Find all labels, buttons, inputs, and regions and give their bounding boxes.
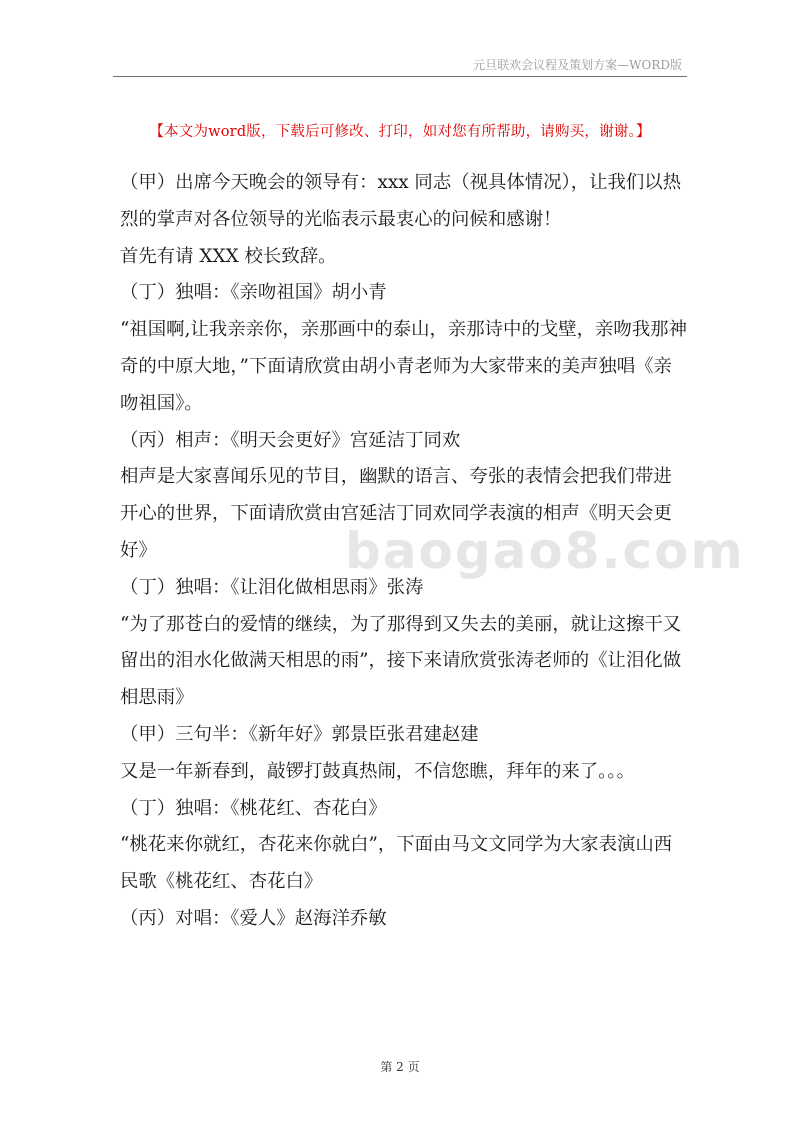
watermark: baogao8.com bbox=[345, 522, 745, 580]
page-number: 第 2 页 bbox=[380, 1060, 420, 1074]
paragraph: 又是一年新春到，敲锣打鼓真热闹，不信您瞧，拜年的来了。。。 bbox=[120, 760, 635, 782]
document-body bbox=[120, 165, 688, 938]
program-item-heading: （丁）独唱：《桃花红、杏花白》 bbox=[120, 797, 387, 819]
program-item-heading: （丙）相声：《明天会更好》宫延洁丁同欢 bbox=[120, 429, 461, 451]
program-item-heading: （丁）独唱：《让泪化做相思雨》张涛 bbox=[120, 576, 424, 598]
program-item-heading: （丁）独唱：《亲吻祖国》胡小青 bbox=[120, 282, 387, 304]
program-item-heading: （丙）对唱：《爱人》赵海洋乔敏 bbox=[120, 907, 387, 929]
header-divider bbox=[113, 76, 687, 77]
program-item-heading: （甲）三句半：《新年好》郭景臣张君建赵建 bbox=[120, 723, 479, 745]
paragraph: 首先有请 XXX 校长致辞。 bbox=[120, 245, 337, 267]
download-notice: 【本文为word版，下载后可修改、打印，如对您有所帮助，请购买，谢谢。】 bbox=[149, 124, 651, 140]
header-title: 元旦联欢会议程及策划方案—WORD版 bbox=[473, 58, 682, 72]
paragraph: “桃花来你就红，杏花来你就白”，下面由马文文同学为大家表演山西民歌《桃花红、杏花白》 bbox=[120, 834, 673, 893]
paragraph: （甲）出席今天晚会的领导有：xxx 同志（视具体情况），让我们以热烈的掌声对各位领导的光临表示最衷心的问候和感谢！ bbox=[120, 172, 682, 230]
paragraph: “为了那苍白的爱情的继续，为了那得到又失去的美丽，就让这擦干又留出的泪水化做满天相思的雨”，接下来请欣赏张涛老师的《让泪化做相思雨》 bbox=[120, 613, 682, 709]
paragraph: “祖国啊,让我亲亲你，亲那画中的泰山，亲那诗中的戈壁，亲吻我那神奇的中原大地，”下面请欣赏由胡小青老师为大家带来的美声独唱《亲吻祖国》。 bbox=[120, 319, 687, 414]
paragraph: 相声是大家喜闻乐见的节目，幽默的语言、夸张的表情会把我们带进开心的世界，下面请欣赏由宫延洁丁同欢同学表演的相声《明天会更好》 bbox=[120, 466, 672, 561]
